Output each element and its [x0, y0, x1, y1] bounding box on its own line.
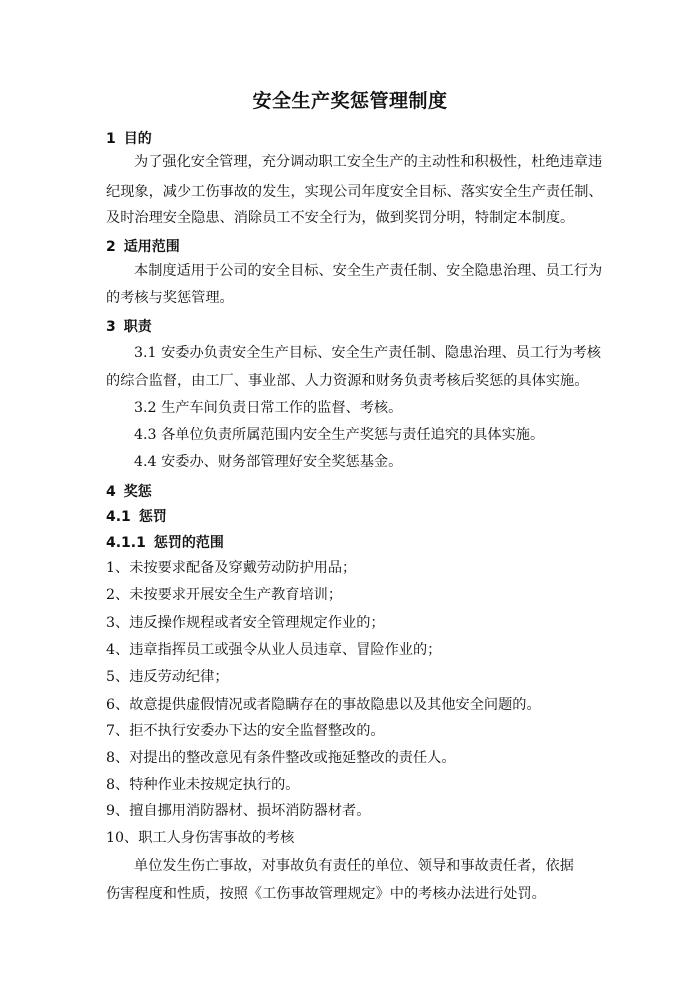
paragraph-line: 及时治理安全隐患、消除员工不安全行为，做到奖罚分明，特制定本制度。 — [106, 210, 575, 226]
section-number: 4 — [106, 484, 116, 500]
section-title: 奖惩 — [123, 484, 152, 500]
document-title: 安全生产奖惩管理制度 — [252, 90, 448, 112]
paragraph-line: 本制度适用于公司的安全目标、安全生产责任制、安全隐患治理、员工行为 — [134, 263, 603, 279]
section-number: 1 — [106, 131, 116, 147]
section-number: 4.1.1 — [106, 535, 146, 551]
list-item: 6、故意提供虚假情况或者隐瞒存在的事故隐患以及其他安全问题的。 — [106, 697, 541, 713]
section-title: 适用范围 — [123, 239, 180, 255]
list-item: 2、未按要求开展安全生产教育培训； — [106, 587, 343, 603]
list-item: 7、拒不执行安委办下达的安全监督整改的。 — [106, 723, 385, 739]
paragraph-line: 3.2 生产车间负责日常工作的监督、考核。 — [134, 400, 403, 416]
section-number: 3 — [106, 319, 116, 335]
list-item: 8、对提出的整改意见有条件整改或拖延整改的责任人。 — [106, 750, 456, 766]
section-number: 4.1 — [106, 509, 131, 525]
section-heading-rewards — [106, 481, 152, 501]
section-number: 2 — [106, 239, 116, 255]
section-title: 惩罚的范围 — [153, 535, 224, 551]
paragraph-line: 3.1 安委办负责安全生产目标、安全生产责任制、隐患治理、员工行为考核 — [134, 345, 601, 361]
section-title: 职责 — [123, 319, 152, 335]
paragraph-line: 伤害程度和性质，按照《工伤事故管理规定》中的考核办法进行处罚。 — [106, 886, 546, 902]
paragraph-line: 单位发生伤亡事故，对事故负有责任的单位、领导和事故责任者，依据 — [134, 858, 574, 874]
paragraph-line: 4.3 各单位负责所属范围内安全生产奖惩与责任追究的具体实施。 — [134, 427, 545, 443]
list-item: 8、特种作业未按规定执行的。 — [106, 777, 300, 793]
section-heading-scope — [106, 236, 180, 256]
list-item: 3、违反操作规程或者安全管理规定作业的； — [106, 615, 385, 631]
subsection-heading-penalty-scope — [106, 532, 224, 552]
paragraph-line: 纪现象，减少工伤事故的发生，实现公司年度安全目标、落实安全生产责任制、 — [106, 184, 603, 200]
list-item: 1、未按要求配备及穿戴劳动防护用品； — [106, 560, 357, 576]
list-item: 5、违反劳动纪律； — [106, 669, 229, 685]
paragraph-line: 4.4 安委办、财务部管理好安全奖惩基金。 — [134, 454, 403, 470]
paragraph-line: 的考核与奖惩管理。 — [106, 290, 234, 306]
section-title: 惩罚 — [138, 509, 167, 525]
list-item: 4、违章指挥员工或强令从业人员违章、冒险作业的； — [106, 642, 442, 658]
section-heading-purpose — [106, 128, 152, 148]
section-heading-duties — [106, 316, 152, 336]
list-item: 10、职工人身伤害事故的考核 — [106, 830, 295, 846]
list-item: 9、擅自挪用消防器材、损坏消防器材者。 — [106, 803, 371, 819]
section-title: 目的 — [123, 131, 152, 147]
paragraph-line: 的综合监督，由工厂、事业部、人力资源和财务负责考核后奖惩的具体实施。 — [106, 373, 589, 389]
paragraph-line: 为了强化安全管理，充分调动职工安全生产的主动性和积极性，杜绝违章违 — [134, 154, 603, 170]
subsection-heading-penalty — [106, 506, 167, 526]
